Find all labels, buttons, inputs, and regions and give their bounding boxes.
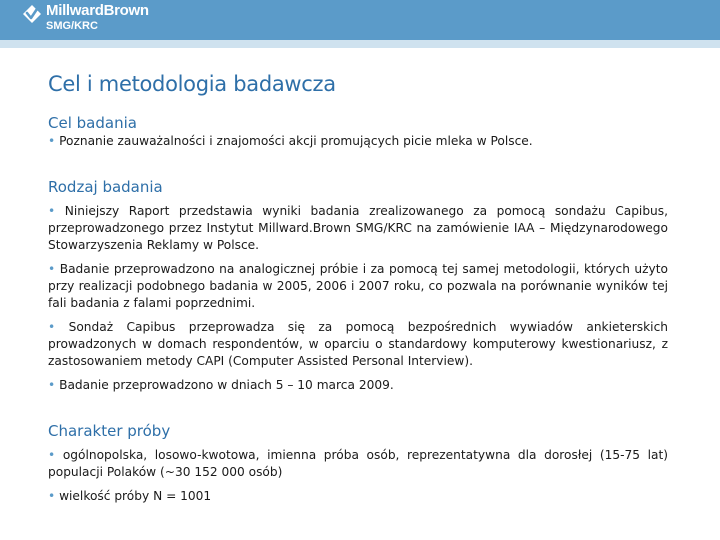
logo-sub-brand: SMG/KRC	[46, 20, 98, 32]
section-heading-charakter-proby: Charakter próby	[48, 422, 171, 440]
bullet-icon: •	[48, 262, 56, 276]
list-item-text: Badanie przeprowadzono na analogicznej próbie i za pomocą tej samej metodologii, których użyto przy realizacji podobnego badania w 2005, 2006 i 2007 roku, co pozwala na porównanie wyników tej fali badania z falami poprzednimi.	[48, 262, 669, 310]
list-item	[48, 488, 668, 505]
section-heading-cel-badania: Cel badania	[48, 114, 137, 132]
slide-content	[48, 113, 668, 505]
list-item	[48, 261, 668, 312]
company-logo	[22, 3, 149, 37]
section-heading-rodzaj-badania: Rodzaj badania	[48, 178, 163, 196]
bullet-icon: •	[48, 448, 56, 462]
list-item-text: ogólnopolska, losowo-kwotowa, imienna próba osób, reprezentatywna dla dorosłej (15-75 lat) populacji Polaków (~30 152 000 osób)	[48, 448, 669, 479]
bullet-icon: •	[48, 204, 56, 218]
bullet-icon: •	[48, 489, 56, 503]
list-item-text: Niniejszy Raport przedstawia wyniki badania zrealizowanego za pomocą sondażu Capibus, przeprowadzonego przez Instytut Millward.Brown SMG/KRC na zamówienie IAA – Międzynarodowego Stowarzyszenia Reklamy w Polsce.	[48, 204, 669, 252]
list-item-text: Poznanie zauważalności i znajomości akcji promujących picie mleka w Polsce.	[59, 134, 533, 148]
list-item-text: wielkość próby N = 1001	[59, 489, 212, 503]
list-item	[48, 377, 668, 394]
list-item-text: Sondaż Capibus przeprowadza się za pomocą bezpośrednich wywiadów ankieterskich prowadzonych w domach respondentów, w oparciu o standardowy komputerowy kwestionariusz, z zastosowaniem metody CAPI (Computer Assisted Personal Interview).	[48, 320, 668, 368]
bullet-icon: •	[48, 320, 56, 334]
list-item	[48, 447, 668, 481]
header-stripe	[0, 40, 720, 48]
bullet-icon: •	[48, 134, 56, 148]
list-item	[48, 319, 668, 370]
list-item	[48, 133, 668, 150]
header-bar	[0, 0, 720, 40]
bullet-icon: •	[48, 378, 56, 392]
logo-brand-name: MillwardBrown	[46, 2, 149, 19]
millward-brown-diamond-logo-icon	[22, 4, 42, 24]
list-item-text: Badanie przeprowadzono w dniach 5 – 10 marca 2009.	[59, 378, 394, 392]
slide-title: Cel i metodologia badawcza	[48, 72, 336, 96]
list-item	[48, 203, 668, 254]
